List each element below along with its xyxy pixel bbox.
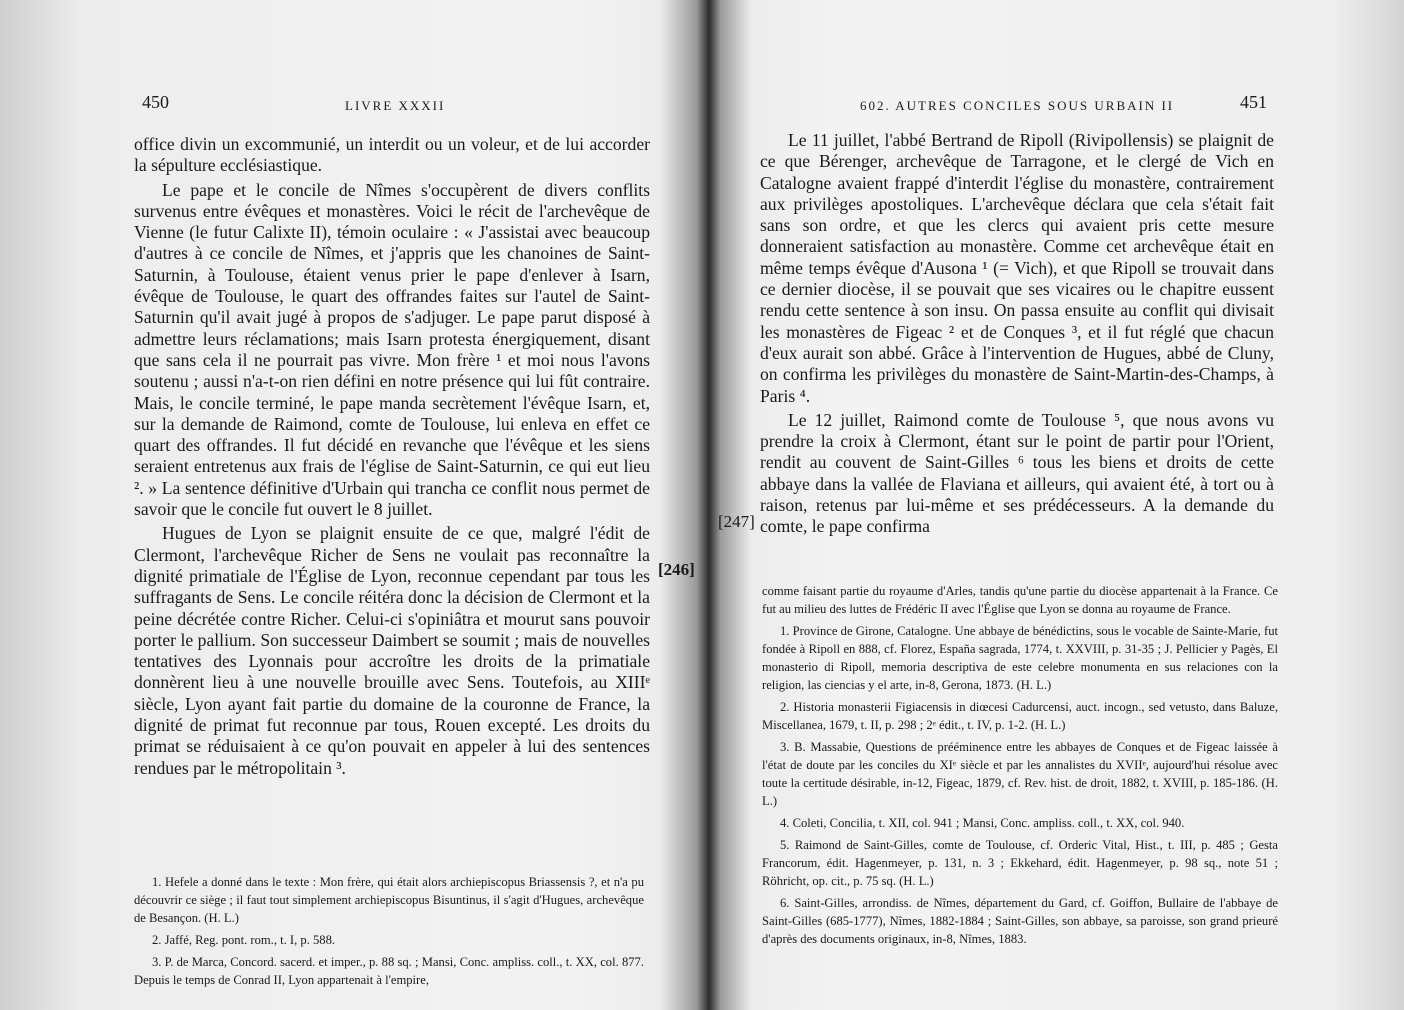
footnote: comme faisant partie du royaume d'Arles, tandis qu'une partie du diocèse appartenait à la France. Ce fut au milieu des luttes de Frédéric II avec l'Église que Lyon se donna au royaume de France. [762, 584, 1278, 616]
footnote: 3. P. de Marca, Concord. sacerd. et imper., p. 88 sq. ; Mansi, Conc. ampliss. coll., t. XX, col. 877. Depuis le temps de Conrad II, Lyon appartenait à l'empire, [134, 955, 644, 987]
footnote: 2. Jaffé, Reg. pont. rom., t. I, p. 588. [152, 933, 336, 947]
footnote: 1. Hefele a donné dans le texte : Mon frère, qui était alors archiepiscopus Briassensis ?, et n'a pu découvrir ce siège ; il faut tout simplement archiepiscopus Bisuntinus, il s'agit d'Hugues, archevêque de Besançon. (H. L.) [134, 875, 644, 925]
left-page-number: 450 [142, 92, 169, 112]
right-paragraph: Le 12 juillet, Raimond comte de Toulouse ⁵, que nous avons vu prendre la croix à Clermont, étant sur le point de partir pour l'Orient, rendit au couvent de Saint-Gilles ⁶ tous les biens et droits de cette abbaye dans la vallée de Flaviana et ailleurs, qui avaient été, à tort ou à raison, retenus par lui-même et ses prédécesseurs. A la demande du comte, le pape confirma [760, 409, 1274, 537]
left-paragraph: Hugues de Lyon se plaignit ensuite de ce que, malgré l'édit de Clermont, l'archevêque Richer de Sens ne voulait pas reconnaître la dignité primatiale de l'Église de Lyon, reconnue cependant par tous les suffragants de Sens. Le concile réitéra donc la décision de Clermont et la peine décrétée contre Richer. Celui-ci s'opiniâtra et mourut sans pouvoir porter le pallium. Son successeur Daimbert se soumit ; mais de nouvelles tentatives des Lyonnais pour accroître les droits de la primatiale donnèrent lieu à une nouvelle brouille avec Sens. Toutefois, au XIIIᵉ siècle, Lyon ayant fait partie du domaine de la couronne de France, la dignité de primat fut reconnue par tous, Rouen excepté. Les droits du primat se réduisaient à ce qu'on pouvait en appeler à lui des sentences rendues par le métropolitain ³. [134, 523, 650, 778]
footnote: 5. Raimond de Saint-Gilles, comte de Toulouse, cf. Orderic Vital, Hist., t. III, p. 485 ; Gesta Francorum, édit. Hagenmeyer, p. 131, n. 3 ; Ekkehard, édit. Hagenmeyer, p. 98 sq., note 51 ; Röhricht, op. cit., p. 75 sq. (H. L.) [762, 838, 1278, 888]
right-paragraph: Le 11 juillet, l'abbé Bertrand de Ripoll (Rivipollensis) se plaignit de ce que Bérenger, archevêque de Tarragone, et le clergé de Vich en Catalogne avaient frappé d'interdit l'église du monastère, contrairement aux privilèges apostoliques. L'archevêque déclara que cela s'était fait sans son ordre, et que les clercs qui avaient pris cette mesure donneraient satisfaction au monastère. Comme cet archevêque était en même temps évêque d'Ausona ¹ (= Vich), et que Ripoll se trouvait dans ce dernier diocèse, il se pouvait que ses vicaires ou le chapitre eussent rendu cette sentence à son insu. On passa ensuite au conflit qui divisait les monastères de Figeac ² et de Conques ³, et il fut réglé que chacun d'eux aurait son abbé. Grâce à l'intervention de Hugues, abbé de Cluny, on confirma les privilèges du monastère de Saint-Martin-des-Champs, à Paris ⁴. [760, 130, 1274, 406]
footnote: 2. Historia monasterii Figiacensis in diœcesi Cadurcensi, auct. incogn., sed vetusto, dans Baluze, Miscellanea, 1679, t. II, p. 298 ; 2ᵉ édit., t. IV, p. 1-2. (H. L.) [762, 700, 1278, 732]
left-paragraph: Le pape et le concile de Nîmes s'occupèrent de divers conflits survenus entre évêques et monastères. Voici le récit de l'archevêque de Vienne (le futur Calixte II), témoin oculaire : « J'assistai avec beaucoup d'autres à ce concile de Nîmes, et j'appris que les chanoines de Saint-Saturnin, à Toulouse, étaient venus prier le pape d'enlever à Isarn, évêque de Toulouse, le quart des offrandes faites sur l'autel de Saint-Saturnin qu'il avait jugé à propos de s'adjuger. Le pape parut disposé à admettre leurs réclamations; mais Isarn protesta énergiquement, disant que sans cela il ne pourrait pas vivre. Mon frère ¹ et moi nous l'avons soutenu ; aussi n'a-t-on rien défini en notre présence qui lui fût contraire. Mais, le concile terminé, le pape manda secrètement l'évêque Isarn, et, sur la demande de Raimond, comte de Toulouse, lui enleva en effet ce quart des offrandes. Il fut décidé en revanche que l'évêque et les siens seraient entretenus aux frais de l'église de Saint-Saturnin, ce qui eut lieu ². » La sentence définitive d'Urbain qui trancha ce conflit nous permet de savoir que le concile fut ouvert le 8 juillet. [134, 179, 650, 520]
right-page-number: 451 [1240, 92, 1267, 112]
left-paragraph: office divin un excommunié, un interdit ou un voleur, et de lui accorder la sépulture ecclésiastique. [134, 134, 650, 176]
footnote: 6. Saint-Gilles, arrondiss. de Nîmes, département du Gard, cf. Goiffon, Bullaire de l'abbaye de Saint-Gilles (685-1777), Nîmes, 1882-1884 ; Saint-Gilles, son abbaye, sa paroisse, son grand prieuré d'après des documents originaux, in-8, Nîmes, 1883. [762, 896, 1278, 946]
left-footnotes [134, 873, 644, 993]
footnote: 1. Province de Girone, Catalogne. Une abbaye de bénédictins, sous le vocable de Sainte-Marie, fut fondée à Ripoll en 888, cf. Florez, España sagrada, 1774, t. XXVIII, p. 31-35 ; J. Pellicier y Pagès, El monasterio di Ripoll, memoria descriptiva de este celebre monumenta en sus relaciones con la religion, las ciencias y el arte, in-8, Gerona, 1873. (H. L.) [762, 624, 1278, 692]
footnote: 3. B. Massabie, Questions de prééminence entre les abbayes de Conques et de Figeac laissée à l'état de doute par les conciles du XIᵉ siècle et par les annalistes du XVIIᵉ, aujourd'hui résolue avec toute la certitude désirable, in-12, Figeac, 1879, cf. Rev. hist. de droit, 1882, t. XVIII, p. 185-186. (H. L.) [762, 740, 1278, 808]
right-running-head: 602. AUTRES CONCILES SOUS URBAIN II [860, 98, 1175, 113]
right-body-text [760, 130, 1274, 538]
right-page [702, 0, 1404, 1010]
left-running-head: LIVRE XXXII [345, 98, 446, 113]
right-footnotes [762, 582, 1278, 952]
left-body-text [134, 134, 650, 779]
margin-ref-247: [247] [718, 512, 755, 531]
footnote: 4. Coleti, Concilia, t. XII, col. 941 ; Mansi, Conc. ampliss. coll., t. XX, col. 940. [780, 816, 1185, 830]
margin-ref-246: [246] [658, 560, 695, 579]
